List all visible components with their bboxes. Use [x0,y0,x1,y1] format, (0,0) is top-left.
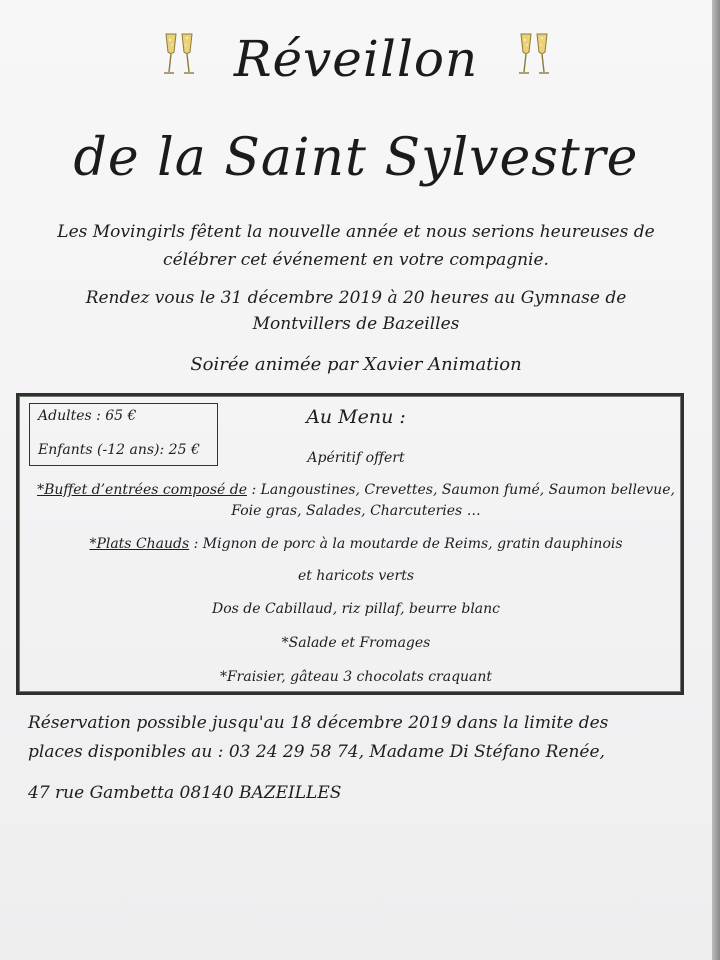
reservation-line-2: places disponibles au : 03 24 29 58 74, Madame Di Stéfano Renée, [28,742,605,762]
intro-line-1: Les Movingirls fêtent la nouvelle année et nous serions heureuses de [57,222,655,242]
title-line-2: de la Saint Sylvestre [73,128,639,188]
menu-buffet-line [0,482,712,498]
menu-buffet-line-2: Foie gras, Salades, Charcuteries … [231,503,481,519]
intro-line-4: Montvillers de Bazeilles [252,314,460,334]
child-price: Enfants (-12 ans): 25 € [38,442,200,458]
menu-heading: Au Menu : [306,406,406,428]
menu-salade: *Salade et Fromages [281,635,431,651]
adult-price: Adultes : 65 € [38,408,137,424]
menu-plats-line [0,536,712,552]
reservation-line-3: 47 rue Gambetta 08140 BAZEILLES [28,783,342,803]
menu-plats-line-3: Dos de Cabillaud, riz pillaf, beurre blanc [211,601,500,617]
intro-line-2: célébrer cet événement en votre compagnie. [163,250,549,270]
menu-dessert: *Fraisier, gâteau 3 chocolats craquant [219,669,493,685]
reservation-line-1: Réservation possible jusqu'au 18 décembre 2019 dans la limite des [28,713,609,733]
entertainment-line: Soirée animée par Xavier Animation [190,354,522,375]
plats-label: *Plats Chauds [89,536,190,552]
menu-aperitif: Apéritif offert [307,450,405,466]
intro-line-3: Rendez vous le 31 décembre 2019 à 20 heures au Gymnase de [85,288,627,308]
champagne-glasses-icon [515,28,555,80]
menu-plats-line-2: et haricots verts [297,568,415,584]
plats-items: : Mignon de porc à la moutarde de Reims, gratin dauphinois [189,536,623,552]
title-line-1: Réveillon [233,30,479,88]
buffet-label: *Buffet d’entrées composé de [37,482,247,498]
buffet-items: : Langoustines, Crevettes, Saumon fumé, Saumon bellevue, [247,482,675,498]
page-edge [712,0,720,960]
